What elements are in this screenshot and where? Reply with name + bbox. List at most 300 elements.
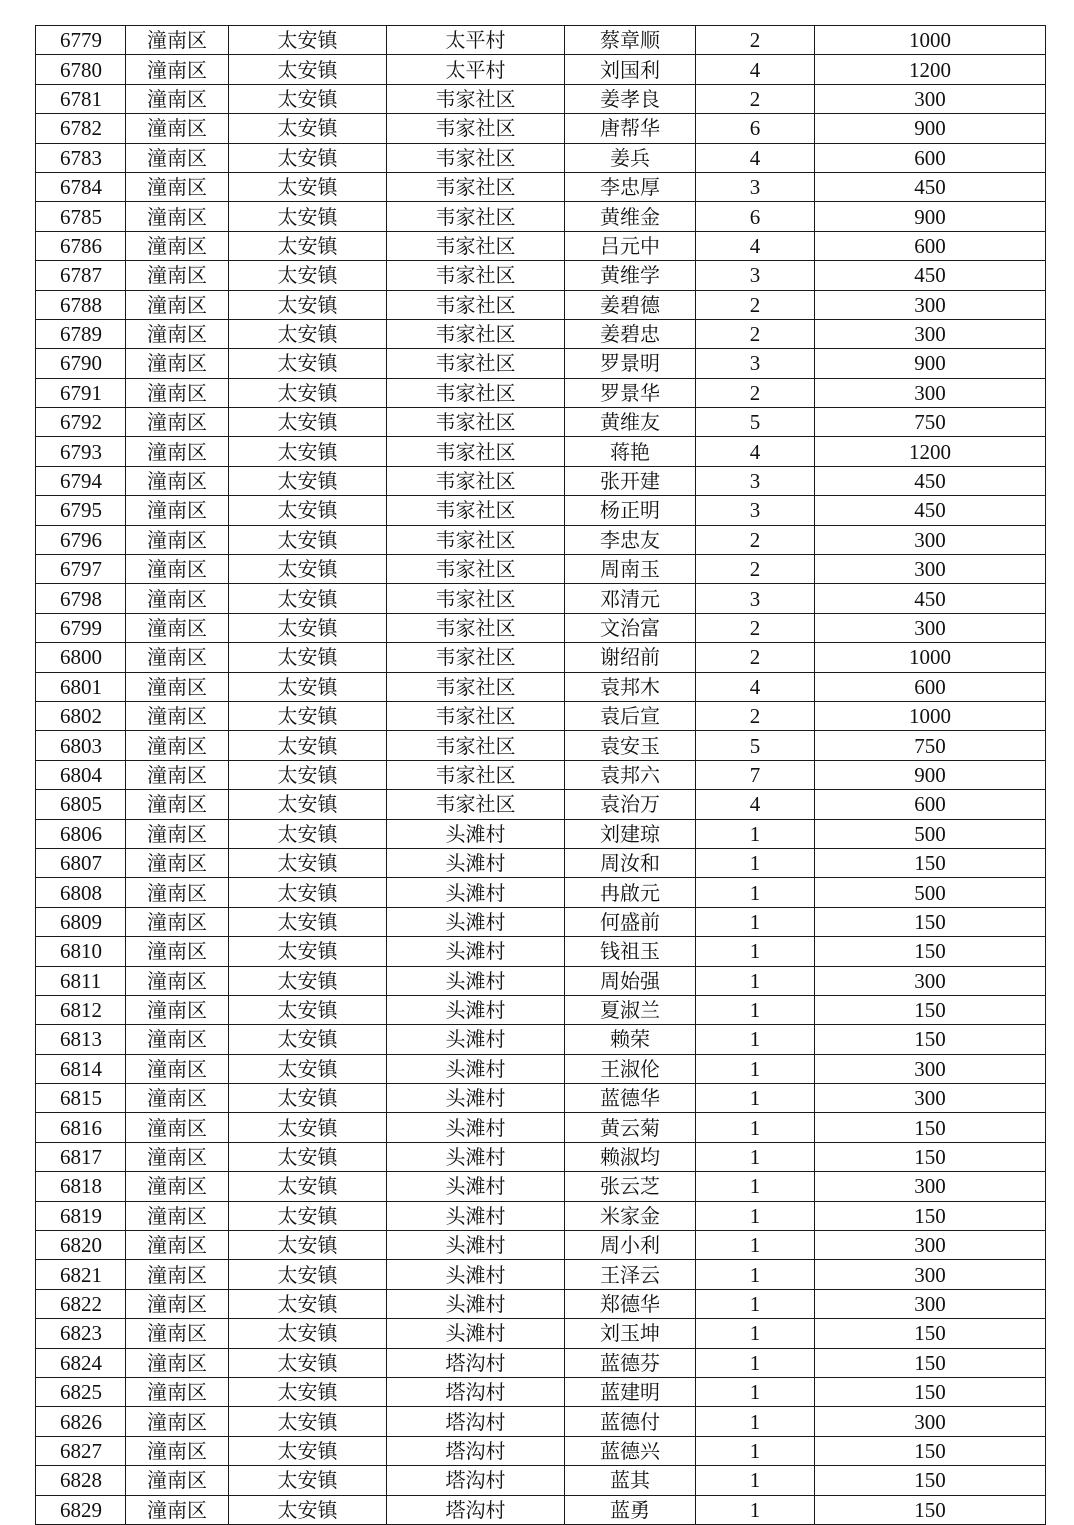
village-cell: 韦家社区 [387,584,565,613]
district-cell: 潼南区 [126,878,229,907]
district-cell: 潼南区 [126,613,229,642]
town-cell: 太安镇 [229,1025,387,1054]
name-cell: 赖淑均 [565,1142,696,1171]
serial-number-cell: 6780 [36,55,126,84]
amount-cell: 300 [815,1084,1046,1113]
serial-number-cell: 6790 [36,349,126,378]
serial-number-cell: 6817 [36,1142,126,1171]
name-cell: 文治富 [565,613,696,642]
name-cell: 张云芝 [565,1172,696,1201]
serial-number-cell: 6825 [36,1377,126,1406]
district-cell: 潼南区 [126,408,229,437]
town-cell: 太安镇 [229,408,387,437]
village-cell: 韦家社区 [387,466,565,495]
amount-cell: 150 [815,1113,1046,1142]
household-count-cell: 2 [696,319,815,348]
district-cell: 潼南区 [126,1436,229,1465]
amount-cell: 1200 [815,55,1046,84]
household-count-cell: 1 [696,1407,815,1436]
town-cell: 太安镇 [229,790,387,819]
village-cell: 韦家社区 [387,114,565,143]
amount-cell: 300 [815,84,1046,113]
table-row [36,790,1046,819]
town-cell: 太安镇 [229,1289,387,1318]
amount-cell: 150 [815,1201,1046,1230]
town-cell: 太安镇 [229,1172,387,1201]
village-cell: 韦家社区 [387,143,565,172]
town-cell: 太安镇 [229,878,387,907]
village-cell: 头滩村 [387,937,565,966]
name-cell: 罗景华 [565,378,696,407]
district-cell: 潼南区 [126,55,229,84]
village-cell: 头滩村 [387,878,565,907]
household-count-cell: 2 [696,701,815,730]
village-cell: 头滩村 [387,1289,565,1318]
district-cell: 潼南区 [126,1113,229,1142]
name-cell: 周南玉 [565,555,696,584]
town-cell: 太安镇 [229,496,387,525]
amount-cell: 300 [815,1054,1046,1083]
district-cell: 潼南区 [126,437,229,466]
name-cell: 姜碧忠 [565,319,696,348]
table-row [36,1142,1046,1171]
name-cell: 罗景明 [565,349,696,378]
name-cell: 黄云菊 [565,1113,696,1142]
town-cell: 太安镇 [229,349,387,378]
district-cell: 潼南区 [126,848,229,877]
table-row [36,466,1046,495]
district-cell: 潼南区 [126,84,229,113]
amount-cell: 1000 [815,643,1046,672]
village-cell: 头滩村 [387,848,565,877]
name-cell: 袁治万 [565,790,696,819]
village-cell: 太平村 [387,55,565,84]
household-count-cell: 1 [696,966,815,995]
table-row [36,1113,1046,1142]
household-count-cell: 3 [696,349,815,378]
household-count-cell: 1 [696,995,815,1024]
serial-number-cell: 6812 [36,995,126,1024]
amount-cell: 750 [815,408,1046,437]
serial-number-cell: 6784 [36,172,126,201]
town-cell: 太安镇 [229,26,387,55]
household-count-cell: 1 [696,937,815,966]
village-cell: 塔沟村 [387,1495,565,1524]
household-count-cell: 1 [696,1201,815,1230]
serial-number-cell: 6795 [36,496,126,525]
name-cell: 周汝和 [565,848,696,877]
town-cell: 太安镇 [229,1495,387,1524]
table-row [36,114,1046,143]
district-cell: 潼南区 [126,143,229,172]
household-count-cell: 6 [696,202,815,231]
village-cell: 韦家社区 [387,643,565,672]
name-cell: 黄维学 [565,261,696,290]
serial-number-cell: 6785 [36,202,126,231]
serial-number-cell: 6792 [36,408,126,437]
name-cell: 袁邦六 [565,760,696,789]
town-cell: 太安镇 [229,613,387,642]
household-count-cell: 4 [696,672,815,701]
table-row [36,319,1046,348]
village-cell: 韦家社区 [387,261,565,290]
serial-number-cell: 6802 [36,701,126,730]
village-cell: 韦家社区 [387,231,565,260]
serial-number-cell: 6815 [36,1084,126,1113]
amount-cell: 150 [815,1319,1046,1348]
table-row [36,55,1046,84]
amount-cell: 150 [815,1348,1046,1377]
district-cell: 潼南区 [126,819,229,848]
district-cell: 潼南区 [126,1142,229,1171]
amount-cell: 300 [815,290,1046,319]
village-cell: 头滩村 [387,1231,565,1260]
name-cell: 蓝建明 [565,1377,696,1406]
amount-cell: 150 [815,995,1046,1024]
district-cell: 潼南区 [126,1466,229,1495]
town-cell: 太安镇 [229,84,387,113]
amount-cell: 450 [815,496,1046,525]
household-count-cell: 4 [696,143,815,172]
table-row [36,1377,1046,1406]
village-cell: 头滩村 [387,1084,565,1113]
serial-number-cell: 6786 [36,231,126,260]
household-count-cell: 4 [696,55,815,84]
town-cell: 太安镇 [229,1231,387,1260]
table-row [36,760,1046,789]
district-cell: 潼南区 [126,584,229,613]
table-row [36,1466,1046,1495]
serial-number-cell: 6826 [36,1407,126,1436]
amount-cell: 150 [815,1377,1046,1406]
district-cell: 潼南区 [126,1495,229,1524]
town-cell: 太安镇 [229,466,387,495]
district-cell: 潼南区 [126,1289,229,1318]
amount-cell: 300 [815,1260,1046,1289]
village-cell: 韦家社区 [387,555,565,584]
serial-number-cell: 6804 [36,760,126,789]
table-row [36,1495,1046,1524]
name-cell: 杨正明 [565,496,696,525]
village-cell: 头滩村 [387,819,565,848]
household-count-cell: 1 [696,1289,815,1318]
amount-cell: 900 [815,760,1046,789]
name-cell: 袁后宣 [565,701,696,730]
household-count-cell: 2 [696,643,815,672]
district-cell: 潼南区 [126,1348,229,1377]
amount-cell: 150 [815,1495,1046,1524]
village-cell: 头滩村 [387,995,565,1024]
table-row [36,907,1046,936]
name-cell: 黄维友 [565,408,696,437]
town-cell: 太安镇 [229,995,387,1024]
household-count-cell: 2 [696,290,815,319]
amount-cell: 900 [815,349,1046,378]
district-cell: 潼南区 [126,1172,229,1201]
table-row [36,584,1046,613]
table-row [36,1054,1046,1083]
village-cell: 塔沟村 [387,1348,565,1377]
name-cell: 钱祖玉 [565,937,696,966]
serial-number-cell: 6808 [36,878,126,907]
village-cell: 塔沟村 [387,1377,565,1406]
name-cell: 姜兵 [565,143,696,172]
town-cell: 太安镇 [229,1348,387,1377]
town-cell: 太安镇 [229,966,387,995]
table-row [36,349,1046,378]
serial-number-cell: 6779 [36,26,126,55]
village-cell: 韦家社区 [387,290,565,319]
roster-table [35,25,1046,1525]
table-row [36,672,1046,701]
town-cell: 太安镇 [229,202,387,231]
name-cell: 赖荣 [565,1025,696,1054]
table-row [36,84,1046,113]
town-cell: 太安镇 [229,701,387,730]
amount-cell: 450 [815,172,1046,201]
district-cell: 潼南区 [126,731,229,760]
town-cell: 太安镇 [229,1319,387,1348]
district-cell: 潼南区 [126,202,229,231]
town-cell: 太安镇 [229,731,387,760]
village-cell: 韦家社区 [387,613,565,642]
name-cell: 邓清元 [565,584,696,613]
district-cell: 潼南区 [126,1025,229,1054]
town-cell: 太安镇 [229,1260,387,1289]
household-count-cell: 1 [696,1319,815,1348]
amount-cell: 600 [815,231,1046,260]
table-row [36,1201,1046,1230]
name-cell: 姜碧德 [565,290,696,319]
table-row [36,1407,1046,1436]
amount-cell: 300 [815,555,1046,584]
household-count-cell: 1 [696,878,815,907]
village-cell: 韦家社区 [387,378,565,407]
table-row [36,408,1046,437]
table-row [36,937,1046,966]
amount-cell: 150 [815,1436,1046,1465]
town-cell: 太安镇 [229,672,387,701]
table-row [36,290,1046,319]
district-cell: 潼南区 [126,760,229,789]
name-cell: 李忠厚 [565,172,696,201]
name-cell: 夏淑兰 [565,995,696,1024]
household-count-cell: 1 [696,1466,815,1495]
table-row [36,378,1046,407]
table-row [36,848,1046,877]
village-cell: 头滩村 [387,1113,565,1142]
town-cell: 太安镇 [229,437,387,466]
table-row [36,1319,1046,1348]
serial-number-cell: 6824 [36,1348,126,1377]
name-cell: 郑德华 [565,1289,696,1318]
household-count-cell: 1 [696,1054,815,1083]
village-cell: 韦家社区 [387,731,565,760]
household-count-cell: 2 [696,613,815,642]
district-cell: 潼南区 [126,1201,229,1230]
amount-cell: 600 [815,672,1046,701]
household-count-cell: 2 [696,555,815,584]
table-row [36,643,1046,672]
town-cell: 太安镇 [229,643,387,672]
table-row [36,731,1046,760]
name-cell: 刘建琼 [565,819,696,848]
table-row [36,701,1046,730]
amount-cell: 1000 [815,26,1046,55]
household-count-cell: 5 [696,408,815,437]
town-cell: 太安镇 [229,1142,387,1171]
amount-cell: 450 [815,584,1046,613]
village-cell: 塔沟村 [387,1466,565,1495]
amount-cell: 300 [815,966,1046,995]
name-cell: 王泽云 [565,1260,696,1289]
household-count-cell: 2 [696,26,815,55]
amount-cell: 150 [815,848,1046,877]
amount-cell: 300 [815,525,1046,554]
district-cell: 潼南区 [126,1054,229,1083]
village-cell: 塔沟村 [387,1436,565,1465]
district-cell: 潼南区 [126,1407,229,1436]
name-cell: 蓝德付 [565,1407,696,1436]
household-count-cell: 6 [696,114,815,143]
name-cell: 蒋艳 [565,437,696,466]
household-count-cell: 2 [696,525,815,554]
village-cell: 韦家社区 [387,319,565,348]
table-row [36,878,1046,907]
amount-cell: 300 [815,378,1046,407]
serial-number-cell: 6819 [36,1201,126,1230]
district-cell: 潼南区 [126,290,229,319]
name-cell: 谢绍前 [565,643,696,672]
serial-number-cell: 6829 [36,1495,126,1524]
village-cell: 韦家社区 [387,408,565,437]
village-cell: 塔沟村 [387,1407,565,1436]
district-cell: 潼南区 [126,496,229,525]
district-cell: 潼南区 [126,1084,229,1113]
serial-number-cell: 6809 [36,907,126,936]
village-cell: 韦家社区 [387,437,565,466]
town-cell: 太安镇 [229,1084,387,1113]
village-cell: 韦家社区 [387,672,565,701]
district-cell: 潼南区 [126,114,229,143]
district-cell: 潼南区 [126,995,229,1024]
district-cell: 潼南区 [126,1319,229,1348]
name-cell: 蓝德兴 [565,1436,696,1465]
serial-number-cell: 6814 [36,1054,126,1083]
district-cell: 潼南区 [126,1377,229,1406]
village-cell: 韦家社区 [387,349,565,378]
household-count-cell: 1 [696,1231,815,1260]
table-row [36,1436,1046,1465]
district-cell: 潼南区 [126,555,229,584]
amount-cell: 300 [815,1231,1046,1260]
serial-number-cell: 6807 [36,848,126,877]
serial-number-cell: 6782 [36,114,126,143]
table-row [36,1348,1046,1377]
serial-number-cell: 6800 [36,643,126,672]
serial-number-cell: 6828 [36,1466,126,1495]
household-count-cell: 3 [696,496,815,525]
serial-number-cell: 6823 [36,1319,126,1348]
household-count-cell: 1 [696,1025,815,1054]
name-cell: 袁邦木 [565,672,696,701]
amount-cell: 750 [815,731,1046,760]
household-count-cell: 3 [696,261,815,290]
town-cell: 太安镇 [229,848,387,877]
village-cell: 韦家社区 [387,84,565,113]
serial-number-cell: 6821 [36,1260,126,1289]
household-count-cell: 1 [696,1495,815,1524]
table-row [36,1172,1046,1201]
table-row [36,1289,1046,1318]
table-row [36,1025,1046,1054]
table-row [36,437,1046,466]
amount-cell: 150 [815,1025,1046,1054]
table-row [36,231,1046,260]
village-cell: 头滩村 [387,1172,565,1201]
table-row [36,172,1046,201]
household-count-cell: 1 [696,848,815,877]
village-cell: 韦家社区 [387,525,565,554]
serial-number-cell: 6822 [36,1289,126,1318]
serial-number-cell: 6816 [36,1113,126,1142]
village-cell: 头滩村 [387,1025,565,1054]
name-cell: 黄维金 [565,202,696,231]
name-cell: 米家金 [565,1201,696,1230]
district-cell: 潼南区 [126,466,229,495]
household-count-cell: 2 [696,84,815,113]
town-cell: 太安镇 [229,525,387,554]
table-row [36,525,1046,554]
name-cell: 周始强 [565,966,696,995]
table-row [36,1260,1046,1289]
name-cell: 刘玉坤 [565,1319,696,1348]
town-cell: 太安镇 [229,55,387,84]
document-page [35,25,1045,1525]
serial-number-cell: 6789 [36,319,126,348]
serial-number-cell: 6801 [36,672,126,701]
amount-cell: 300 [815,613,1046,642]
amount-cell: 150 [815,907,1046,936]
table-row [36,261,1046,290]
table-row [36,1231,1046,1260]
district-cell: 潼南区 [126,378,229,407]
village-cell: 韦家社区 [387,202,565,231]
table-row [36,143,1046,172]
district-cell: 潼南区 [126,525,229,554]
amount-cell: 150 [815,1466,1046,1495]
name-cell: 刘国利 [565,55,696,84]
village-cell: 韦家社区 [387,701,565,730]
amount-cell: 900 [815,202,1046,231]
serial-number-cell: 6806 [36,819,126,848]
district-cell: 潼南区 [126,1260,229,1289]
table-row [36,1084,1046,1113]
district-cell: 潼南区 [126,231,229,260]
name-cell: 冉啟元 [565,878,696,907]
household-count-cell: 3 [696,172,815,201]
town-cell: 太安镇 [229,172,387,201]
amount-cell: 450 [815,261,1046,290]
roster-table-body [36,26,1046,1525]
town-cell: 太安镇 [229,819,387,848]
name-cell: 唐帮华 [565,114,696,143]
village-cell: 头滩村 [387,1142,565,1171]
village-cell: 韦家社区 [387,496,565,525]
serial-number-cell: 6827 [36,1436,126,1465]
serial-number-cell: 6783 [36,143,126,172]
amount-cell: 150 [815,1142,1046,1171]
